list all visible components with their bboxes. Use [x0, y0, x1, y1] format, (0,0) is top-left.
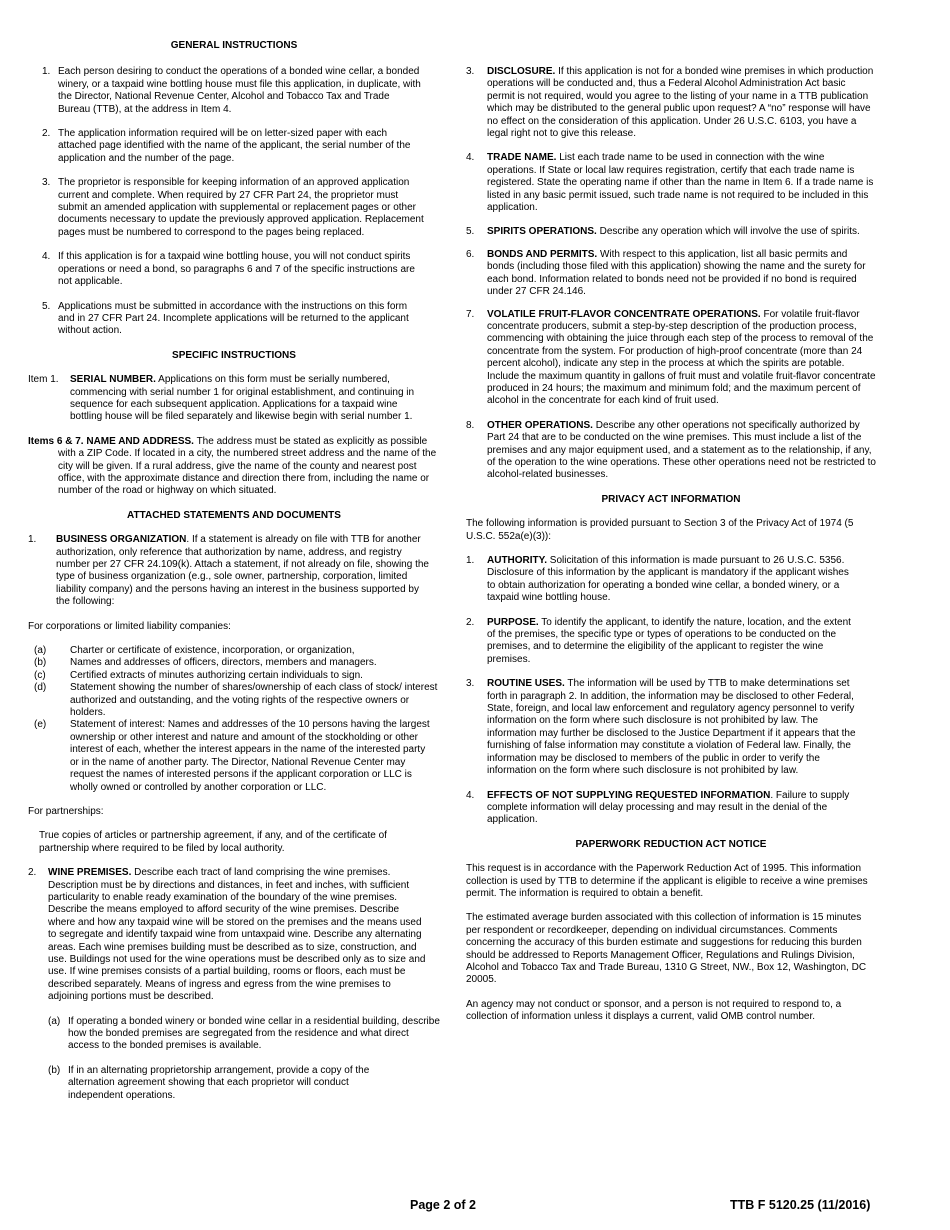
- disclosure-item: 3. DISCLOSURE. If this application is not for a bonded wine premises in which production operations will be conducted and, thus a Federal Alcohol Administration Act basic permit is not required, would you agree to the listing of your name in a TTB publication which may be distributed to the general public upon request? A “no” response will have no effect on the consideration of this application. Under 26 U.S.C. 6103, you have a legal right not to give this release.: [466, 66, 874, 140]
- right-column: [466, 66, 876, 1024]
- list-item: (e) Statement of interest: Names and addresses of the 10 persons having the largest ownership or other interest and nature and amount of the stockholding or other interest of each, whether the interest appears in the name of the interested party or in the name of another party. The Director, National Revenue Center may request the names of interested persons if the applicant corporation or LLC is wholly owned or controlled by another corporation or LLC.: [34, 719, 430, 793]
- wine-premises: 2. WINE PREMISES. Describe each tract of land comprising the wine premises. Description must be by directions and distances, in feet and inches, with sufficient particularity to enable ready examination of the boundary of the wine premises. Describe the means employed to afford security of the wine premises. Describe where and how any taxpaid wine will be stored on the premises and the means used to segregate and identify taxpaid wine from untaxpaid wine. Describe any alternating areas. Each wine premises building must be described as to size, construction, and use. Buildings not used for the wine operations must be described only as to size and use. If wine premises consists of a partial building, rooms or floors, each must be described separately. Means of ingress and egress from the wine premises to adjoining portions must be described.: [28, 867, 426, 1003]
- serial-number-title: SERIAL NUMBER.: [70, 374, 156, 386]
- bonds-permits-item: 6. BONDS AND PERMITS. With respect to this application, list all basic permits and bonds (including those filed with this application) showing the name and the surety for each bond. Information related to bonds need not be provided if no bond is required under 27 CFR 24.146.: [466, 248, 866, 298]
- list-item: (d) Statement showing the number of shares/ownership of each class of stock/ interest authorized and outstanding, and the voting rights of the respective owners or holders.: [34, 682, 438, 719]
- corporation-items: [28, 645, 440, 794]
- list-item: (b) Names and addresses of officers, directors, members and managers.: [34, 657, 377, 669]
- wine-premises-sub-b: (b) If in an alternating proprietorship arrangement, provide a copy of the alternation agreement showing that each proprietor will conduct independent operations.: [48, 1064, 370, 1101]
- volatile-fruit-flavor-item: 7. VOLATILE FRUIT-FLAVOR CONCENTRATE OPERATIONS. For volatile fruit-flavor concentrate producers, submit a step-by-step description of the production process, commencing with obtaining the juice through each step of the process to removal of the concentrate from the system. For production of high-proof concentrate (more than 24 percent alcohol), indicate any step in the process at which the spirits are potable. Include the maximum quantity in gallons of fruit must and volatile fruit-flavor concentrate produced in 24 hours; the maximum and minimum fold; and the maximum percent of alcohol in the concentrate for each kind of fruit used.: [466, 308, 876, 407]
- general-item-5: 5. Applications must be submitted in accordance with the instructions on this form and in 27 CFR Part 24. Incomplete applications will be returned to the applicant without action.: [42, 300, 409, 337]
- paperwork-p2: The estimated average burden associated with this collection of information is 15 minutes per respondent or recordkeeper, depending on individual circumstances. Comments concerning the accuracy of this burden estimate and suggestions for reducing this burden should be addressed to Reports Management Officer, Regulations and Rulings Division, Alcohol and Tobacco Tax and Trade Bureau, 1310 G Street, NW., Box 12, Washington, DC 20005.: [466, 912, 867, 986]
- privacy-purpose: 2. PURPOSE. To identify the applicant, to identify the nature, location, and the extent of the premises, the specific type or types of operations to be conducted on the premises, and to determine the eligibility of the applicant to register the wine premises.: [466, 616, 851, 665]
- list-item: (c) Certified extracts of minutes authorizing certain individuals to sign.: [34, 669, 363, 681]
- attached-statements-heading: ATTACHED STATEMENTS AND DOCUMENTS: [127, 509, 341, 521]
- item-1-serial-number: Item 1. SERIAL NUMBER. Applications on this form must be serially numbered, commencing with serial number 1 for original establishment, and continuing in sequence for each subsequent application. Applications for a taxpaid wine bottling house will be filed separately and likewise begin with serial number 1.: [28, 374, 415, 423]
- privacy-effects: 4. EFFECTS OF NOT SUPPLYING REQUESTED INFORMATION. Failure to supply complete information will delay processing and may result in the denial of the application.: [466, 789, 850, 826]
- name-address-title: Items 6 & 7. NAME AND ADDRESS.: [28, 435, 194, 447]
- business-organization-title: BUSINESS ORGANIZATION: [56, 534, 187, 546]
- wine-premises-title: WINE PREMISES.: [48, 867, 132, 879]
- items-6-7-name-address: Items 6 & 7. NAME AND ADDRESS. The address must be stated as explicitly as possible with a ZIP Code. If located in a city, the numbered street address and the name of the city will be given. If a rural address, give the name of the county and nearest post office, with the approximate distance and direction there from, including the name or number of the road or highway on which situated.: [28, 435, 437, 497]
- list-item: (a) Charter or certificate of existence, incorporation, or organization,: [34, 645, 355, 657]
- privacy-intro: The following information is provided pursuant to Section 3 of the Privacy Act of 1974 (5 U.S.C. 552a(e)(3)):: [466, 518, 854, 542]
- general-item-3: 3. The proprietor is responsible for keeping information of an approved application current and complete. When required by 27 CFR Part 24, the proprietor must submit an amended application with supplemental or replacement pages or other documents necessary to update the previously approved application. Replacement pages must be numbered to correspond to the pages being replaced.: [42, 177, 424, 238]
- form-number: TTB F 5120.25 (11/2016): [730, 1198, 871, 1212]
- general-instructions-heading: GENERAL INSTRUCTIONS: [170, 40, 298, 51]
- corporations-intro: For corporations or limited liability companies:: [28, 620, 231, 632]
- partnerships-text: True copies of articles or partnership agreement, if any, and of the certificate of partnership where required to be filed by local authority.: [39, 830, 387, 854]
- paperwork-p1: This request is in accordance with the Paperwork Reduction Act of 1995. This information collection is used by TTB to determine if the applicant is eligible to receive a wine premises permit. The information is required to obtain a benefit.: [466, 863, 868, 899]
- spirits-operations-item: 5. SPIRITS OPERATIONS. Describe any operation which will involve the use of spirits.: [466, 226, 860, 238]
- general-item-4: 4. If this application is for a taxpaid wine bottling house, you will not conduct spirits operations or need a bond, so paragraphs 6 and 7 of the specific instructions are not applicable.: [42, 251, 415, 288]
- paperwork-p3: An agency may not conduct or sponsor, and a person is not required to respond to, a collection of information unless it displays a current, valid OMB control number.: [466, 998, 842, 1023]
- other-operations-item: 8. OTHER OPERATIONS. Describe any other operations not specifically authorized by Part 24 that are to be conducted on the wine premises. This must include a list of the premises and any major equipment used, and a statement as to the relationship, if any, of the operation to the wine operations. These other operations need not be restricted to alcohol-related businesses.: [466, 419, 876, 481]
- general-item-2: 2. The application information required will be on letter-sized paper with each attached page identified with the name of the applicant, the serial number of the application and the number of the page.: [42, 128, 411, 164]
- paperwork-reduction-heading: PAPERWORK REDUCTION ACT NOTICE: [575, 838, 767, 850]
- trade-name-item: 4. TRADE NAME. List each trade name to be used in connection with the wine operations. If State or local law requires registration, certify that each trade name is registered. State the operating name if other than the name in Item 6. If a trade name is listed in any basic permit issued, such trade name is not required to be included in this application.: [466, 152, 874, 214]
- wine-premises-sub-a: (a) If operating a bonded winery or bonded wine cellar in a residential building, describe how the bonded premises are segregated from the residence and what direct access to the bonded premises is available.: [48, 1015, 440, 1052]
- privacy-routine-uses: 3. ROUTINE USES. The information will be used by TTB to make determinations set forth in paragraph 2. In addition, the information may be disclosed to other Federal, State, foreign, and local law enforcement and regulatory agency personnel to verify information on the form where such disclosure is not prohibited by law. The information may further be disclosed to the Justice Department if it appears that the furnishing of false information may constitute a violation of Federal law. Finally, the information may be disclosed to members of the public in order to verify the information on the form where such disclosure is not prohibited by law.: [466, 678, 856, 777]
- general-item-1: 1. Each person desiring to conduct the operations of a bonded wine cellar, a bonded winery, or a taxpaid wine bottling house must file this application, in duplicate, with the Director, National Revenue Center, Alcohol and Tobacco Tax and Trade Bureau (TTB), at the address in Item 4.: [42, 66, 421, 115]
- specific-instructions-heading: SPECIFIC INSTRUCTIONS: [172, 349, 296, 361]
- left-column: [28, 40, 440, 1102]
- privacy-act-heading: PRIVACY ACT INFORMATION: [601, 493, 741, 505]
- privacy-authority: 1. AUTHORITY. Solicitation of this information is made pursuant to 26 U.S.C. 5356. Disclosure of this information by the applicant is mandatory if the applicant wishes to obtain authorization for operating a bonded wine cellar, a bonded winery, or a taxpaid wine bottling house.: [466, 555, 849, 604]
- partnerships-intro: For partnerships:: [28, 805, 104, 817]
- page-number: Page 2 of 2: [410, 1198, 476, 1212]
- business-organization: 1. BUSINESS ORGANIZATION. If a statement is already on file with TTB for another authorization, only reference that authorization by name, address, and registry number per 27 CFR 24.109(k). Attach a statement, if not already on file, showing the type of business organization (e.g., sole owner, partnership, corporation, limited liability company) and the persons having an interest in the business supported by the following:: [28, 534, 429, 608]
